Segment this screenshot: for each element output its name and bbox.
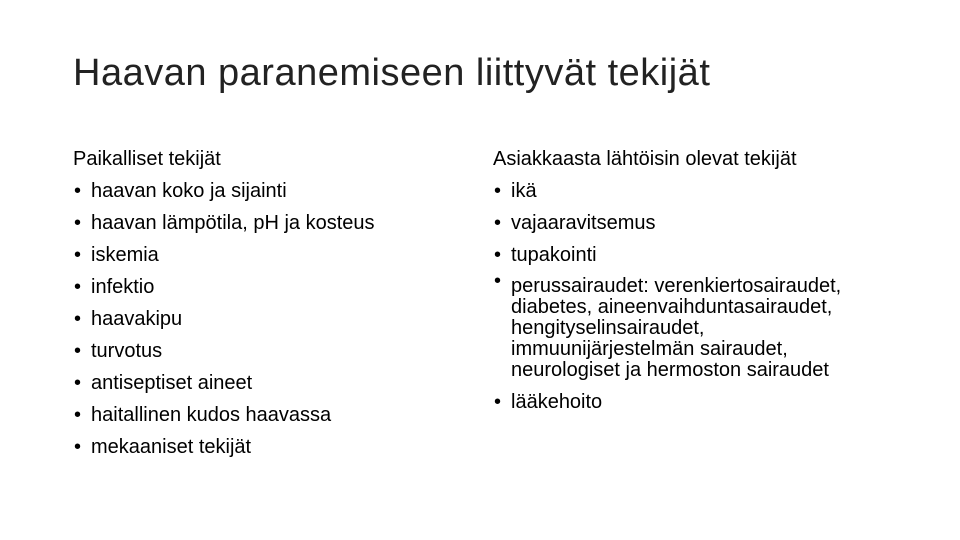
list-item-text: haavan koko ja sijainti	[91, 180, 287, 202]
list-item-text: antiseptiset aineet	[91, 372, 253, 394]
bullet-icon: •	[74, 244, 82, 266]
list-item-text: vajaaravitsemus	[511, 212, 656, 234]
list-item	[73, 271, 463, 303]
list-item	[493, 239, 893, 271]
bullet-icon: •	[74, 212, 82, 234]
list-item-text: lääkehoito	[511, 391, 603, 413]
local-factors-list	[73, 175, 463, 463]
list-item	[73, 239, 463, 271]
bullet-icon: •	[494, 244, 502, 266]
list-item	[493, 175, 893, 207]
list-item-text: perussairaudet: verenkiertosairaudet, diabetes, aineenvaihduntasairaudet, hengityselinsairaudet, immuunijärjestelmän sairaudet, neurologiset ja hermoston sairaudet	[511, 275, 842, 381]
list-item-text: tupakointi	[511, 244, 597, 266]
bullet-icon: •	[494, 270, 502, 292]
list-item	[73, 399, 463, 431]
list-item-text: mekaaniset tekijät	[91, 436, 252, 458]
list-item	[73, 207, 463, 239]
list-item-text: iskemia	[91, 244, 159, 266]
slide-title: Haavan paranemiseen liittyvät tekijät	[73, 52, 711, 94]
list-item	[493, 207, 893, 239]
list-item-text: haavan lämpötila, pH ja kosteus	[91, 212, 375, 234]
local-factors-heading: Paikalliset tekijät	[73, 148, 221, 170]
bullet-icon: •	[74, 404, 82, 426]
bullet-icon: •	[74, 436, 82, 458]
local-factors-column	[73, 143, 463, 463]
list-item	[73, 335, 463, 367]
list-item	[73, 431, 463, 463]
list-item-text: turvotus	[91, 340, 163, 362]
list-item	[73, 367, 463, 399]
bullet-icon: •	[74, 308, 82, 330]
list-item	[493, 271, 893, 386]
client-factors-heading: Asiakkaasta lähtöisin olevat tekijät	[493, 148, 797, 170]
list-item	[493, 386, 893, 418]
client-factors-column	[493, 143, 893, 418]
list-item	[73, 303, 463, 335]
bullet-icon: •	[494, 391, 502, 413]
bullet-icon: •	[74, 276, 82, 298]
client-factors-list	[493, 175, 893, 418]
list-item-text: ikä	[511, 180, 537, 202]
bullet-icon: •	[74, 340, 82, 362]
list-item	[73, 175, 463, 207]
bullet-icon: •	[494, 180, 502, 202]
bullet-icon: •	[74, 372, 82, 394]
list-item-text: haitallinen kudos haavassa	[91, 404, 332, 426]
bullet-icon: •	[74, 180, 82, 202]
bullet-icon: •	[494, 212, 502, 234]
list-item-text: haavakipu	[91, 308, 183, 330]
list-item-text: infektio	[91, 276, 155, 298]
